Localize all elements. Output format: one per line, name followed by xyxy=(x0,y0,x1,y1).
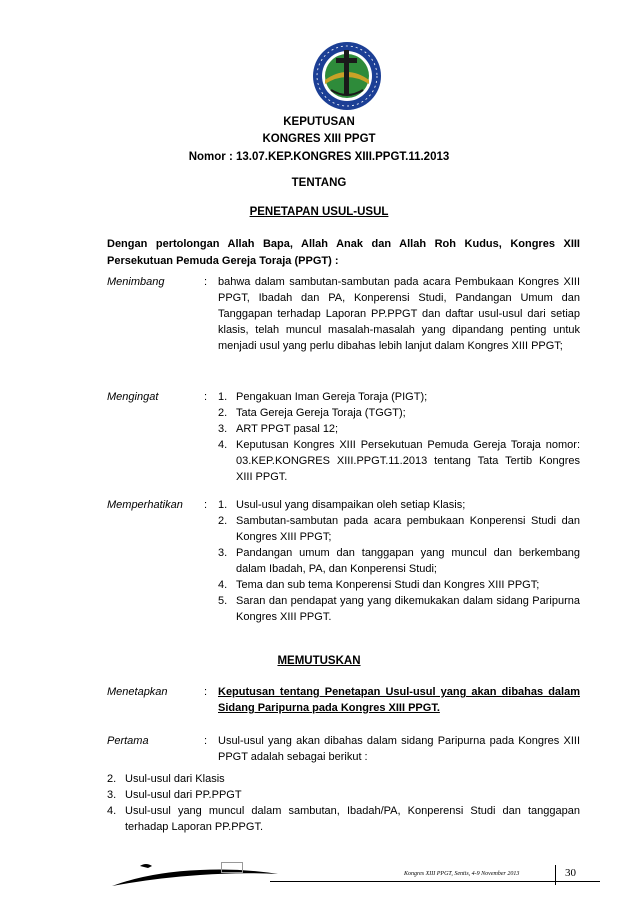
list-item: 3. Pandangan umum dan tanggapan yang muncul dan berkembang dalam Ibadah, PA, dan Konperensi Studi; xyxy=(218,547,580,575)
doc-title: KEPUTUSAN xyxy=(283,116,355,128)
congress-name: KONGRES XIII PPGT xyxy=(262,133,376,145)
section-colon: : xyxy=(204,735,208,747)
list-item: 5. Saran dan pendapat yang yang dikemukakan dalam sidang Paripurna Kongres XIII PPGT. xyxy=(218,595,580,623)
mengingat-list xyxy=(218,389,580,485)
memperhatikan-list xyxy=(218,497,580,625)
section-label: Memperhatikan xyxy=(107,499,183,511)
decision-text: Keputusan tentang Penetapan Usul-usul yang akan dibahas dalam Sidang Paripurna pada Kongres XIII PPGT. xyxy=(218,686,580,714)
list-item: 2. Usul-usul dari Klasis xyxy=(107,773,225,785)
page-number: 30 xyxy=(565,867,576,879)
list-item: 3. ART PPGT pasal 12; xyxy=(218,423,339,435)
list-item: 1. Pengakuan Iman Gereja Toraja (PIGT); xyxy=(218,391,428,403)
section-label: Menetapkan xyxy=(107,686,168,698)
list-item: 4. Tema dan sub tema Konperensi Studi dan Kongres XIII PPGT; xyxy=(218,579,540,591)
list-item: 3. Usul-usul dari PP.PPGT xyxy=(107,789,242,801)
about-heading: TENTANG xyxy=(291,177,347,189)
memutuskan-heading: MEMUTUSKAN xyxy=(277,655,361,667)
footer-rule xyxy=(270,881,600,882)
usul-list xyxy=(107,771,580,835)
decree-number: Nomor : 13.07.KEP.KONGRES XIII.PPGT.11.2013 xyxy=(188,151,450,163)
footer-event: Kongres XIII PPGT, Sentis, 4-9 November 2013 xyxy=(404,871,520,877)
section-text: Usul-usul yang akan dibahas dalam sidang Paripurna pada Kongres XIII PPGT adalah sebagai berikut : xyxy=(218,735,580,763)
section-label: Mengingat xyxy=(107,391,159,403)
subject-heading: PENETAPAN USUL-USUL xyxy=(249,206,389,218)
section-text: bahwa dalam sambutan-sambutan pada acara Pembukaan Kongres XIII PPGT, Ibadah dan PA, Konperensi Studi, Pandangan Umum dan Tanggapan terhadap Laporan PP.PPGT dan daftar usul-usul dari setiap klasis, telah muncul masalah-masalah yang dipandang penting untuk menjadi usul yang perlu dibahas lebih lanjut dalam Kongres XIII PPGT; xyxy=(218,276,580,352)
section-colon: : xyxy=(204,686,208,698)
section-colon: : xyxy=(204,499,208,511)
section-label: Menimbang xyxy=(107,276,165,288)
section-label: Pertama xyxy=(107,735,149,747)
swoosh-icon xyxy=(110,860,280,890)
footer-divider xyxy=(555,865,556,885)
list-item: 4. Keputusan Kongres XIII Persekutuan Pemuda Gereja Toraja nomor: 03.KEP.KONGRES XIII.PPGT.11.2013 tentang Tata Tertib Kongres XIII PPGT. xyxy=(218,439,580,483)
section-colon: : xyxy=(204,276,208,288)
list-item: 2. Sambutan-sambutan pada acara pembukaan Konperensi Studi dan Kongres XIII PPGT; xyxy=(218,515,580,543)
section-colon: : xyxy=(204,391,208,403)
list-item: 1. Usul-usul yang disampaikan oleh setiap Klasis; xyxy=(218,499,466,511)
ppgt-logo xyxy=(311,40,383,112)
footer-box xyxy=(221,862,243,873)
opening-statement: Dengan pertolongan Allah Bapa, Allah Anak dan Allah Roh Kudus, Kongres XIII Persekutuan Pemuda Gereja Toraja (PPGT) : xyxy=(107,238,580,267)
list-item: 4. Usul-usul yang muncul dalam sambutan, Ibadah/PA, Konperensi Studi dan tanggapan terhadap Laporan PP.PPGT. xyxy=(107,805,580,833)
list-item: 2. Tata Gereja Gereja Toraja (TGGT); xyxy=(218,407,406,419)
